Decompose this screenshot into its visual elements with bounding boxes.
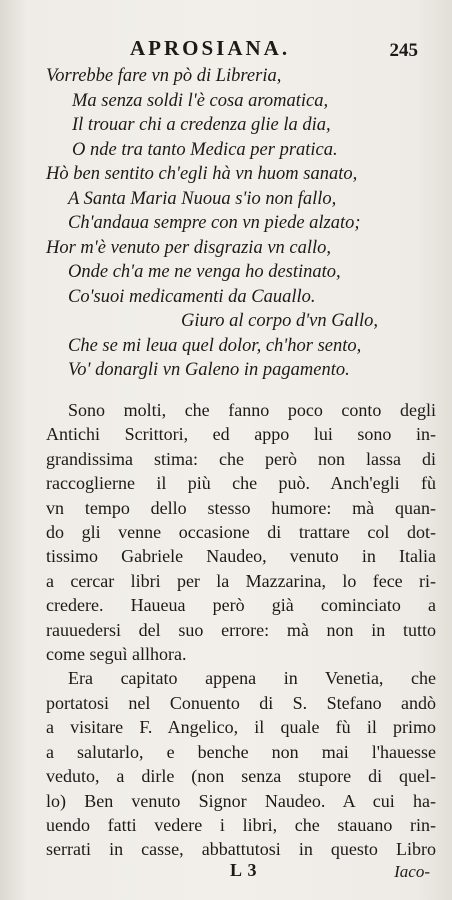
text-line: lo) Ben venuto Signor Naudeo. A cui ha- [46,790,436,811]
page-number: 245 [389,40,418,61]
text-line: veduto, a dirle (non senza stupore di quel- [46,766,436,787]
paragraph [46,398,436,666]
poem-line: Ch'andaua sempre con vn piede alzato; [68,213,361,233]
poem-line: Il trouar chi a credenza glie la dia, [72,115,331,135]
text-line: uendo fatti vedere i libri, che stauano rin- [46,814,436,835]
page-footer [0,860,452,886]
text-line: Era capitato appena in Venetia, che [68,668,436,689]
text-line: serrati in casse, abbattutosi in questo Libro [46,839,436,860]
page-header [130,36,432,66]
poem-line: Hò ben sentito ch'egli hà vn huom sanato, [46,164,358,184]
poem-line: Che se mi leua quel dolor, ch'hor sento, [68,335,362,356]
poem-line: Vo' donargli vn Galeno in pagamento. [68,360,350,380]
poem-line: O nde tra tanto Medica per pratica. [72,139,338,160]
poem-line: Giuro al corpo d'vn Gallo, [181,311,378,331]
text-line: come seguì allhora. [46,644,187,665]
catchword: Iaco- [394,862,430,881]
text-line: rauuedersi del suo errore: mà non in tutto [46,619,436,640]
text-line: a cercar libri per la Mazzarina, lo fece ri- [46,570,436,591]
text-line: portatosi nel Conuento di S. Stefano andò [46,692,436,713]
text-line: a salutarlo, e benche non mai l'hauesse [46,741,436,762]
poem-line: Vorrebbe fare vn pò di Libreria, [46,66,282,86]
text-line: tissimo Gabriele Naudeo, venuto in Italia [46,546,436,567]
text-line: Sono molti, che fanno poco conto degli [68,400,436,420]
poem-line: Onde ch'a me ne venga ho destinato, [68,262,341,282]
prose-body [46,398,436,862]
poem-line: Hor m'è venuto per disgrazia vn callo, [46,237,332,258]
poem-line: A Santa Maria Nuoua s'io non fallo, [68,188,337,209]
poem-stanza [46,64,446,383]
text-line: credere. Haueua però già cominciato a [46,595,436,616]
text-line: grandissima stima: che però non lassa di [46,448,436,469]
text-line: a visitare F. Angelico, il quale fù il primo [46,717,436,738]
text-line: do gli venne occasione di trattare col dot- [46,522,436,543]
poem-line: Ma senza soldi l'è cosa aromatica, [72,90,329,111]
paragraph [46,666,436,861]
text-line: raccoglierne il più che può. Anch'egli fù [46,473,436,494]
text-line: vn tempo dello stesso humore: mà quan- [46,497,436,518]
running-head: APROSIANA. [130,36,291,60]
poem-line: Co'suoi medicamenti da Cauallo. [68,286,316,307]
text-line: Antichi Scrittori, ed appo lui sono in- [46,424,436,445]
signature-mark: L 3 [230,860,258,880]
